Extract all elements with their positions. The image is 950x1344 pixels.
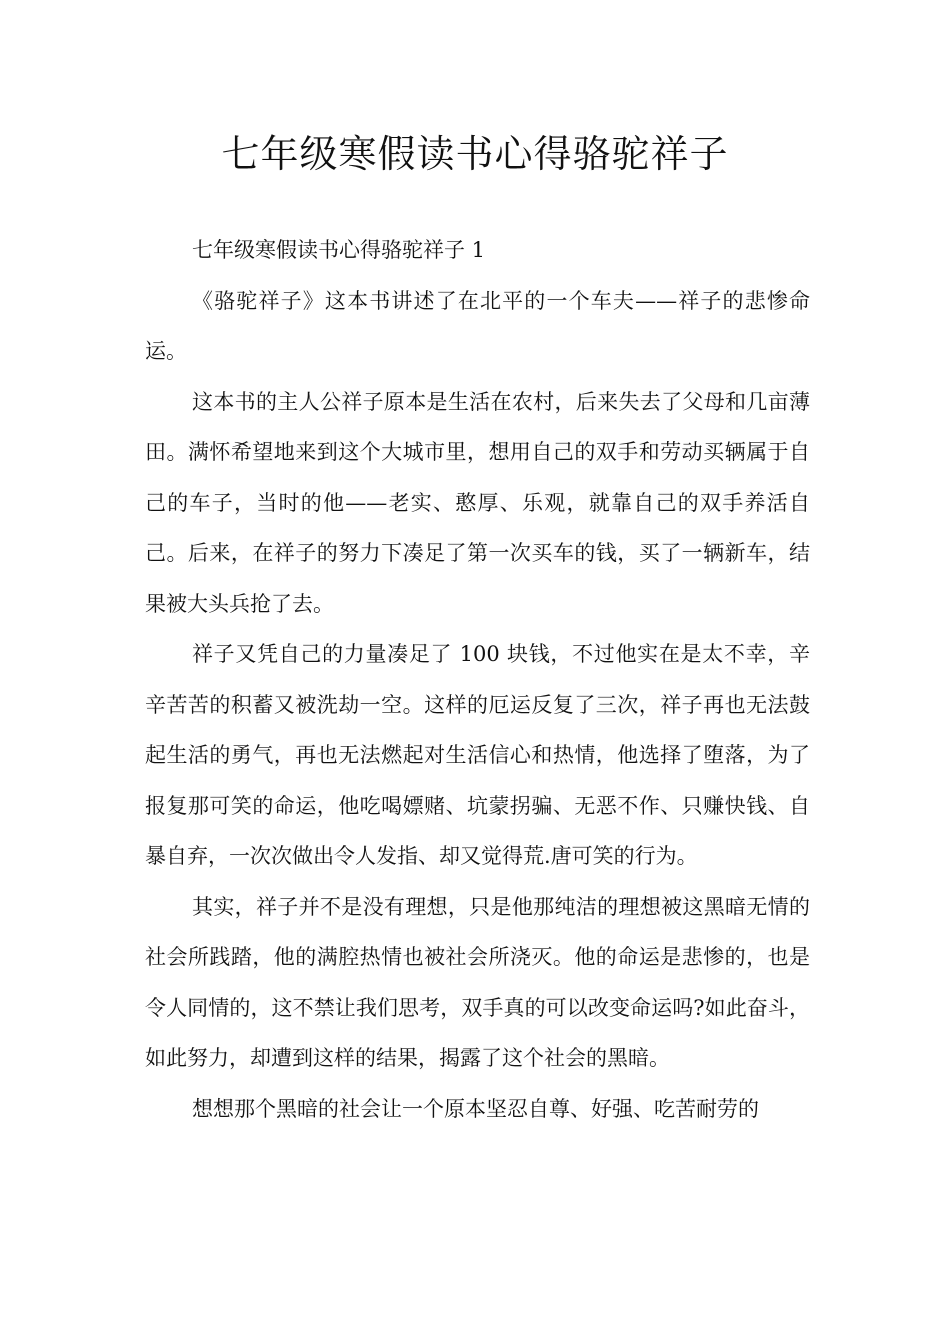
paragraph-5: 想想那个黑暗的社会让一个原本坚忍自尊、好强、吃苦耐劳的 [192, 1096, 759, 1121]
paragraph-1: 《骆驼祥子》这本书讲述了在北平的一个车夫——祥子的悲惨命运。 [145, 288, 810, 363]
document-body [145, 225, 810, 1134]
paragraph-2: 这本书的主人公祥子原本是生活在农村，后来失去了父母和几亩薄田。满怀希望地来到这个大城市里，想用自己的双手和劳动买辆属于自己的车子，当时的他——老实、憨厚、乐观，就靠自己的双手养活自己。后来，在祥子的努力下凑足了第一次买车的钱，买了一辆新车，结果被大头兵抢了去。 [145, 389, 810, 616]
paragraph-3: 祥子又凭自己的力量凑足了 100 块钱，不过他实在是太不幸，辛辛苦苦的积蓄又被洗劫一空。这样的厄运反复了三次，祥子再也无法鼓起生活的勇气，再也无法燃起对生活信心和热情，他选择了堕落，为了报复那可笑的命运，他吃喝嫖赌、坑蒙拐骗、无恶不作、只赚快钱、自暴自弃，一次次做出令人发指、却又觉得荒.唐可笑的行为。 [145, 642, 810, 868]
paragraph-4: 其实，祥子并不是没有理想，只是他那纯洁的理想被这黑暗无情的社会所践踏，他的满腔热情也被社会所浇灭。他的命运是悲惨的，也是令人同情的，这不禁让我们思考，双手真的可以改变命运吗?如此奋斗，如此努力，却遭到这样的结果，揭露了这个社会的黑暗。 [145, 894, 810, 1070]
section-heading: 七年级寒假读书心得骆驼祥子 1 [192, 238, 486, 262]
document-title: 七年级寒假读书心得骆驼祥子 [221, 132, 729, 176]
